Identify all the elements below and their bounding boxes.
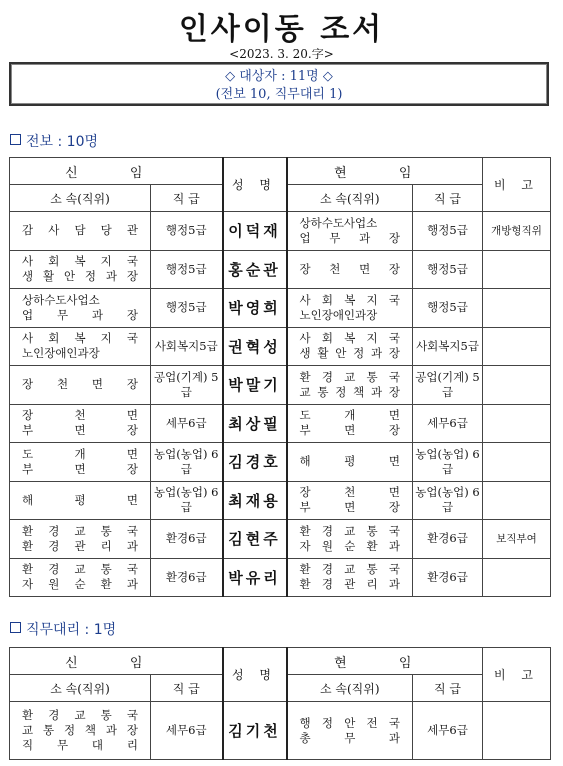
remarks-cell: [483, 289, 551, 328]
remarks-cell: [483, 250, 551, 289]
new-dept-cell: [10, 327, 151, 366]
current-dept-cell-line: 환 경 관 리 과: [299, 577, 400, 592]
current-dept-cell-line: 환 경 교 통 국: [299, 562, 400, 577]
current-grade-cell: 행정5급: [413, 250, 483, 289]
new-dept-cell: [10, 289, 151, 328]
current-dept-cell: [287, 212, 413, 251]
new-dept-cell-line: 환 경 교 통 국: [22, 523, 138, 538]
summary-line-1: ◇ 대상자 : 11명 ◇: [225, 69, 333, 84]
table-row: [10, 366, 551, 405]
new-grade-cell: 행정5급: [151, 250, 223, 289]
current-dept-cell: [287, 250, 413, 289]
current-grade-cell: 세무6급: [413, 702, 483, 760]
new-dept-cell-line: 생 활 안 정 과 장: [22, 269, 138, 284]
current-dept-cell-line: 자 원 순 환 과: [299, 538, 400, 553]
person-name-cell: 김경호: [223, 443, 287, 482]
current-dept-cell-line: 환 경 교 통 국: [299, 369, 400, 384]
new-grade-cell: 행정5급: [151, 212, 223, 251]
person-name-cell: 이덕재: [223, 212, 287, 251]
current-dept-cell-line: 상하수도사업소: [299, 215, 378, 230]
current-grade-cell: 환경6급: [413, 558, 483, 597]
new-dept-cell: [10, 404, 151, 443]
current-dept-cell-line: 사 회 복 지 국: [299, 292, 400, 307]
header-cur-dept: 소 속(직위): [287, 185, 413, 212]
page-title: 인사이동 조서: [178, 12, 385, 47]
current-dept-cell-line: 총 무 과: [299, 730, 400, 745]
new-grade-cell: 환경6급: [151, 558, 223, 597]
new-dept-cell: [10, 212, 151, 251]
checkbox-square-icon: [10, 622, 21, 633]
table-row: [10, 558, 551, 597]
remarks-cell: [483, 404, 551, 443]
new-dept-cell-line: 환 경 교 통 국: [22, 708, 138, 722]
new-dept-cell-line: 교 통 정 책 과 장: [22, 723, 138, 737]
new-grade-cell: 행정5급: [151, 289, 223, 328]
new-dept-cell-line: 상하수도사업소: [22, 292, 100, 307]
current-dept-cell-line: 부 면 장: [299, 500, 400, 515]
remarks-cell: [483, 702, 551, 760]
current-grade-cell: 농업(농업) 6급: [413, 481, 483, 520]
person-name-cell: 박유리: [223, 558, 287, 597]
current-dept-cell: [287, 404, 413, 443]
new-grade-cell: 사회복지5급: [151, 327, 223, 366]
table-row: [10, 443, 551, 482]
person-name-cell: 최상필: [223, 404, 287, 443]
person-name-cell: 홍순관: [223, 250, 287, 289]
transfer-table: [9, 157, 551, 597]
current-dept-cell-line: 생 활 안 정 과 장: [299, 346, 400, 361]
current-grade-cell: 환경6급: [413, 520, 483, 559]
new-grade-cell: 세무6급: [151, 404, 223, 443]
new-grade-cell: 공업(기계) 5급: [151, 366, 223, 405]
table-row: [10, 327, 551, 366]
current-grade-cell: 세무6급: [413, 404, 483, 443]
summary-box: [9, 62, 549, 106]
current-grade-cell: 행정5급: [413, 212, 483, 251]
new-dept-cell: [10, 366, 151, 405]
new-grade-cell: 세무6급: [151, 702, 223, 760]
current-dept-cell: [287, 481, 413, 520]
new-dept-cell-line: 도 개 면: [22, 446, 138, 461]
table-row: [10, 250, 551, 289]
new-grade-cell: 환경6급: [151, 520, 223, 559]
section-acting-heading: [10, 619, 116, 639]
current-dept-cell-line: 해 평 면: [299, 454, 400, 469]
header-new-grade: 직 급: [151, 185, 223, 212]
table-row: [10, 520, 551, 559]
new-dept-cell-line: 업 무 과 장: [22, 307, 138, 322]
checkbox-square-icon: [10, 134, 21, 145]
acting-table: [9, 647, 551, 760]
remarks-cell: 개방형직위: [483, 212, 551, 251]
current-dept-cell-line: 업 무 과 장: [299, 230, 400, 245]
header-cur-grade: 직 급: [413, 185, 483, 212]
current-dept-cell-line: 장 천 면 장: [299, 261, 400, 276]
new-dept-cell-line: 직 무 대 리: [22, 738, 138, 752]
section-transfer-label: 전보 : 10명: [26, 134, 99, 150]
header-name: 성 명: [223, 648, 287, 702]
person-name-cell: 김기천: [223, 702, 287, 760]
summary-line-2: (전보 10, 직무대리 1): [215, 87, 343, 102]
new-dept-cell: [10, 250, 151, 289]
current-grade-cell: 공업(기계) 5급: [413, 366, 483, 405]
new-dept-cell: [10, 558, 151, 597]
header-new-grade: 직 급: [151, 675, 223, 702]
current-grade-cell: 농업(농업) 6급: [413, 443, 483, 482]
new-dept-cell: [10, 702, 151, 760]
current-grade-cell: 행정5급: [413, 289, 483, 328]
new-dept-cell-line: 감 사 담 당 관: [22, 223, 138, 238]
current-dept-cell: [287, 702, 413, 760]
new-dept-cell-line: 장 천 면: [22, 408, 138, 423]
header-new-dept: 소 속(직위): [10, 185, 151, 212]
person-name-cell: 박영희: [223, 289, 287, 328]
new-dept-cell: [10, 520, 151, 559]
header-new-dept: 소 속(직위): [10, 675, 151, 702]
new-dept-cell-line: 환 경 관 리 과: [22, 538, 138, 553]
new-dept-cell: [10, 443, 151, 482]
new-dept-cell: [10, 481, 151, 520]
current-dept-cell: [287, 520, 413, 559]
table-row: [10, 404, 551, 443]
person-name-cell: 권혁성: [223, 327, 287, 366]
remarks-cell: 보직부여: [483, 520, 551, 559]
remarks-cell: [483, 327, 551, 366]
current-dept-cell: [287, 289, 413, 328]
current-dept-cell-line: 교 통 정 책 과 장: [299, 384, 400, 399]
remarks-cell: [483, 443, 551, 482]
person-name-cell: 박말기: [223, 366, 287, 405]
person-name-cell: 김현주: [223, 520, 287, 559]
current-dept-cell-line: 장 천 면: [299, 485, 400, 500]
current-dept-cell-line: 도 개 면: [299, 408, 400, 423]
header-name: 성 명: [223, 158, 287, 212]
new-grade-cell: 농업(농업) 6급: [151, 481, 223, 520]
new-dept-cell-line: 부 면 장: [22, 461, 138, 476]
current-grade-cell: 사회복지5급: [413, 327, 483, 366]
new-dept-cell-line: 자 원 순 환 과: [22, 577, 138, 592]
header-new: 신 임: [10, 648, 223, 675]
header-current: 현 임: [287, 158, 483, 185]
new-dept-cell-line: 환 경 교 통 국: [22, 562, 138, 577]
remarks-cell: [483, 366, 551, 405]
table-row: [10, 212, 551, 251]
header-new: 신 임: [10, 158, 223, 185]
header-remarks: 비 고: [483, 648, 551, 702]
table-row: [10, 702, 551, 760]
header-remarks: 비 고: [483, 158, 551, 212]
current-dept-cell-line: 노인장애인과장: [299, 307, 378, 322]
new-dept-cell-line: 해 평 면: [22, 492, 138, 507]
new-dept-cell-line: 노인장애인과장: [22, 346, 100, 361]
remarks-cell: [483, 558, 551, 597]
section-acting-label: 직무대리 : 1명: [26, 622, 117, 638]
current-dept-cell: [287, 366, 413, 405]
new-dept-cell-line: 사 회 복 지 국: [22, 331, 138, 346]
document-date: <2023. 3. 20.字>: [229, 47, 334, 61]
person-name-cell: 최재용: [223, 481, 287, 520]
header-cur-dept: 소 속(직위): [287, 675, 413, 702]
new-grade-cell: 농업(농업) 6급: [151, 443, 223, 482]
current-dept-cell: [287, 558, 413, 597]
current-dept-cell: [287, 327, 413, 366]
new-dept-cell-line: 부 면 장: [22, 423, 138, 438]
header-current: 현 임: [287, 648, 483, 675]
section-transfer-heading: [10, 131, 98, 151]
current-dept-cell-line: 환 경 교 통 국: [299, 523, 400, 538]
current-dept-cell-line: 사 회 복 지 국: [299, 331, 400, 346]
current-dept-cell-line: 행 정 안 전 국: [299, 715, 400, 730]
table-row: [10, 481, 551, 520]
current-dept-cell-line: 부 면 장: [299, 423, 400, 438]
header-cur-grade: 직 급: [413, 675, 483, 702]
table-row: [10, 289, 551, 328]
current-dept-cell: [287, 443, 413, 482]
new-dept-cell-line: 장 천 면 장: [22, 377, 138, 392]
remarks-cell: [483, 481, 551, 520]
new-dept-cell-line: 사 회 복 지 국: [22, 254, 138, 269]
